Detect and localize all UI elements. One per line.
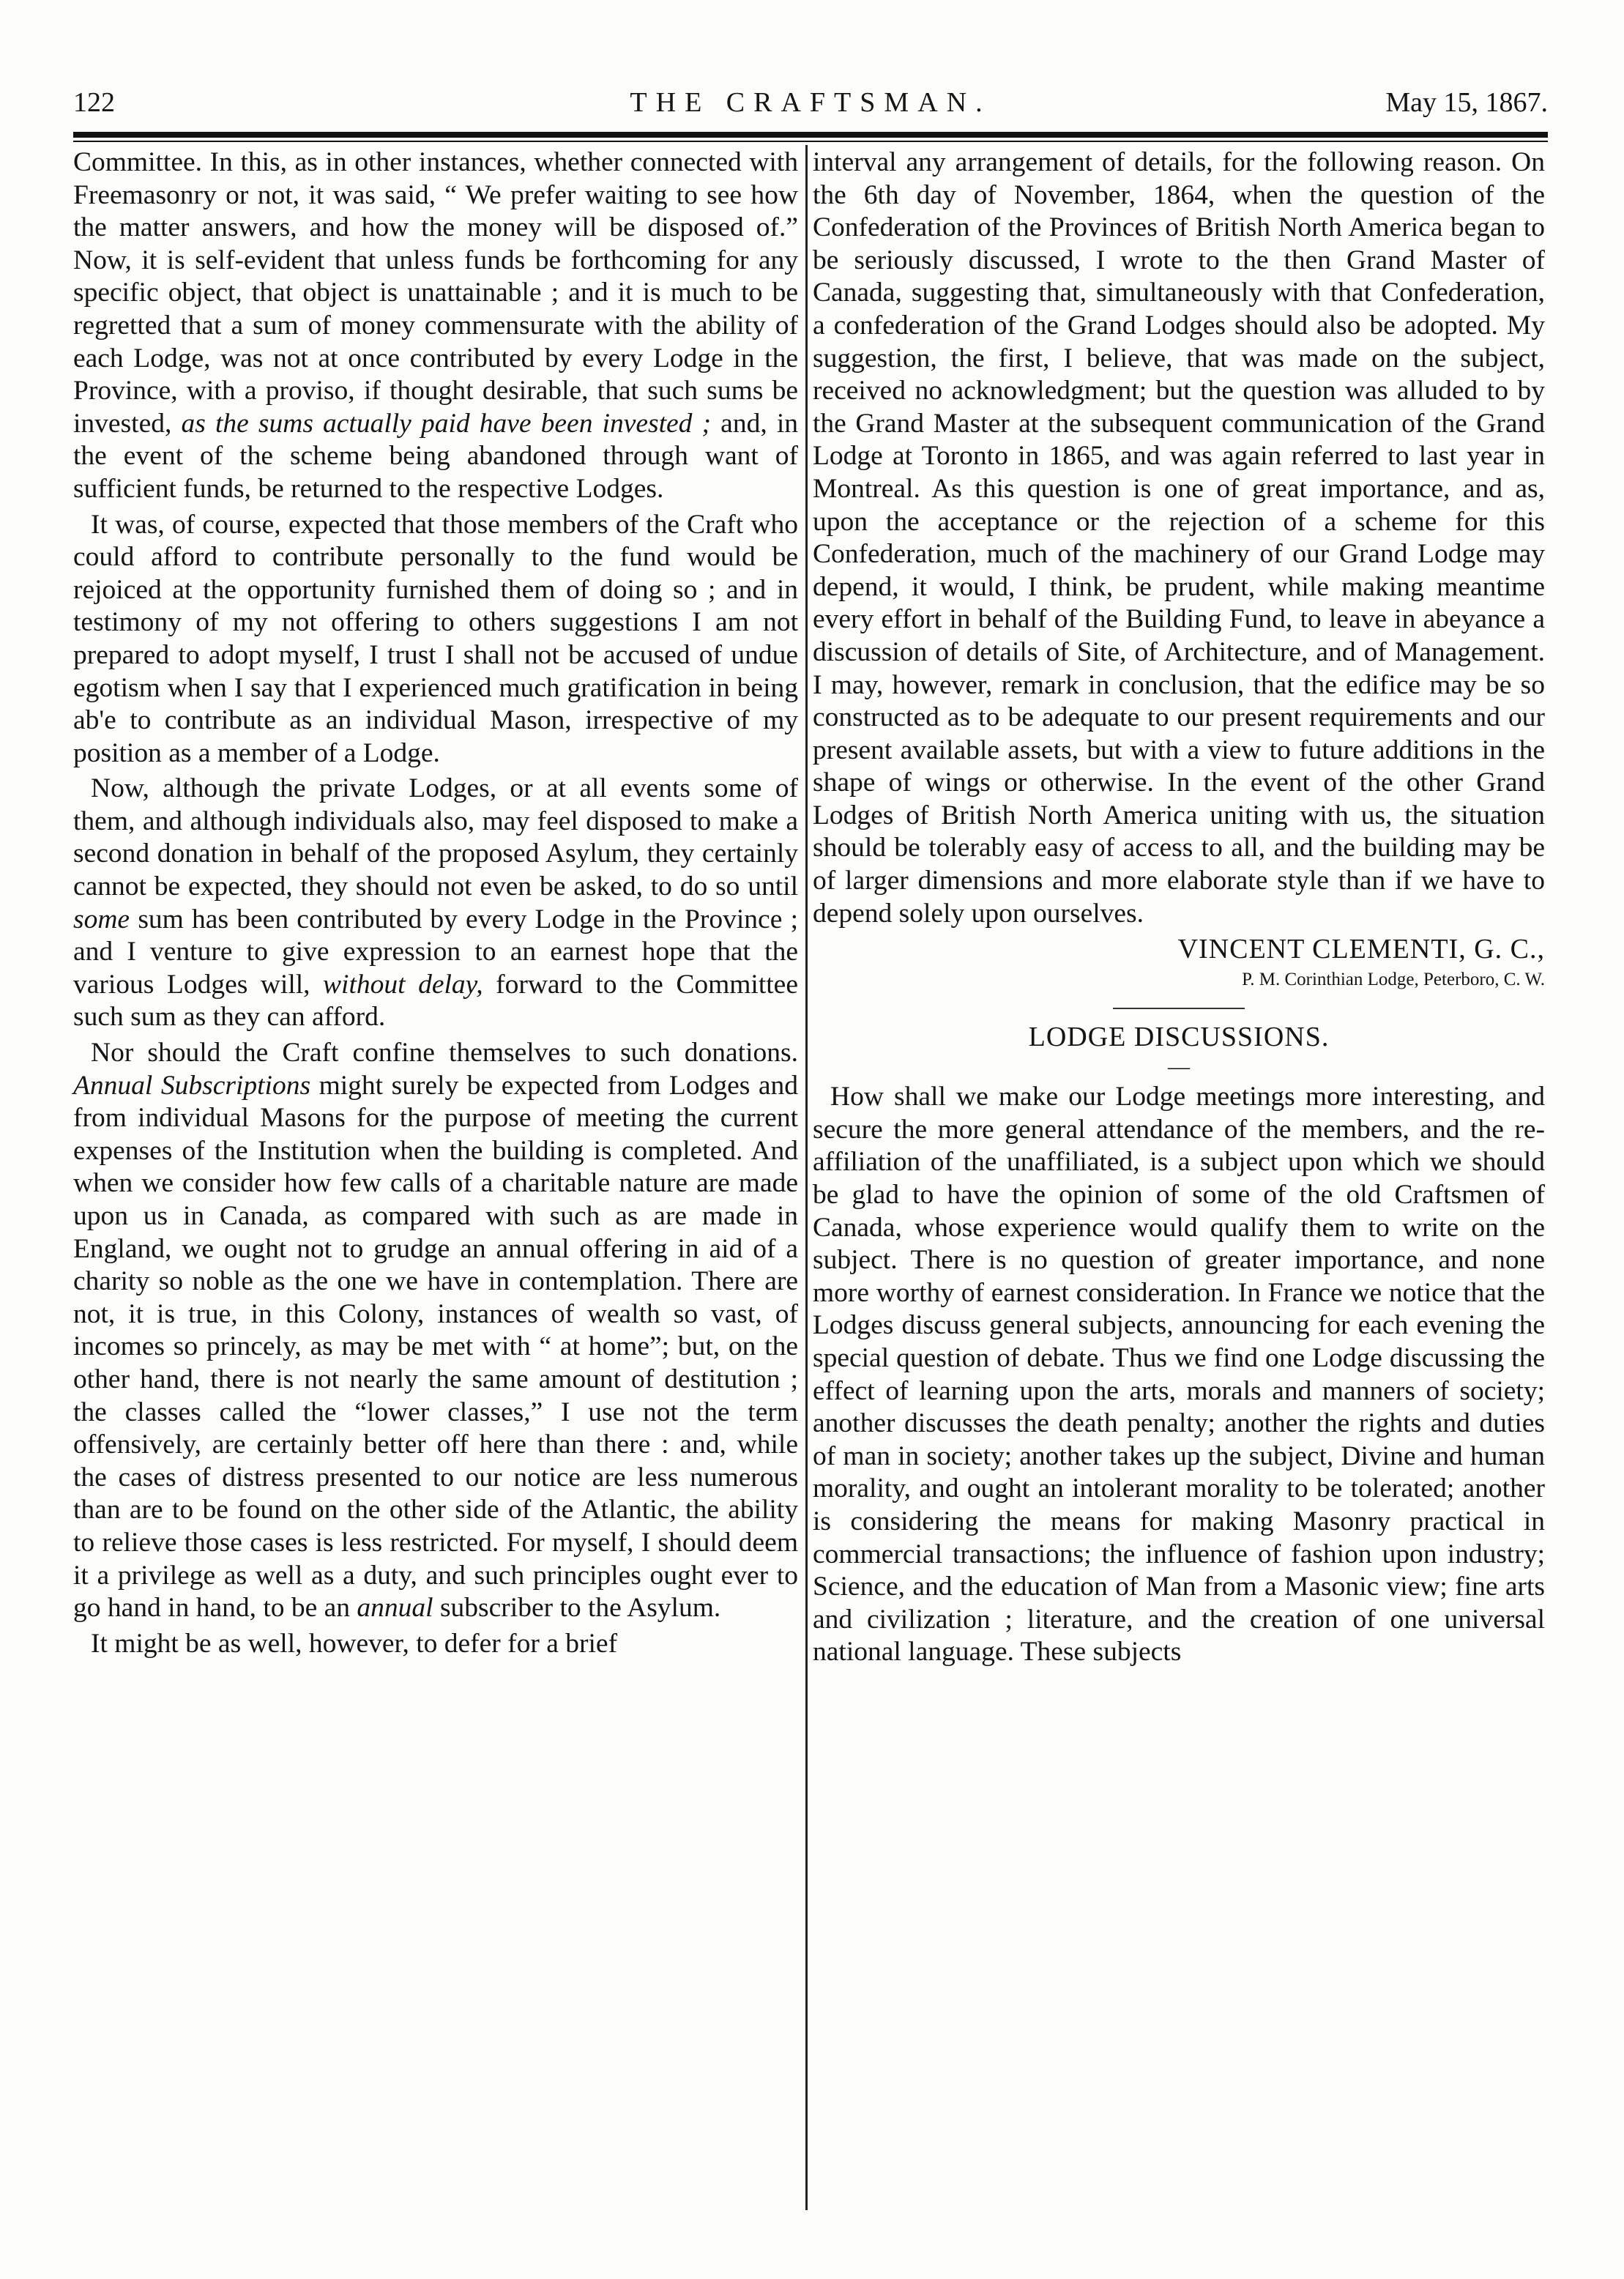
signature-name: VINCENT CLEMENTI, G. C.,: [1177, 934, 1545, 965]
section-heading: LODGE DISCUSSIONS.: [1028, 1022, 1330, 1053]
article-paragraph: interval any arrangement of details, for the following reason. On the 6th day of November, 1864, when the question of the Confederation of the Provinces of British North America began to be seriously discussed, I wrote to the then Grand Master of Canada, suggesting that, simultaneously with that Confederation, a confederation of the Grand Lodges should also be adopted. My suggestion, the first, I believe, that was made on the subject, received no acknowledgment; but the question was alluded to by the Grand Master at the subsequent communication of the Grand Lodge at Toronto in 1865, and was again referred to last year in Montreal. As this question is one of great importance, and as, upon the acceptance or the rejection of a scheme for this Confederation, much of the machinery of our Grand Lodge may depend, it would, I think, be prudent, while making meantime every effort in behalf of the Building Fund, to leave in abeyance a discussion of details of Site, of Architecture, and of Management. I may, however, remark in conclusion, that the edifice may be so constructed as to be adequate to our present requirements and our present available assets, but with a view to future additions in the shape of wings or otherwise. In the event of the other Grand Lodges of British North America uniting with us, the situation should be tolerably easy of access to all, and the building may be of larger dimensions and more elaborate style than if we have to depend solely upon ourselves.: [813, 147, 1545, 929]
article-paragraph: Nor should the Craft confine themselves to such donations. Annual Subscriptions might surely be expected from Lodges and from individual Masons for the purpose of meeting the current expenses of the Institution when the building is completed. And when we consider how few calls of a charitable nature are made upon us in Canada, as compared with such as are made in England, we ought not to grudge an annual offering in aid of a charity so noble as the one we have in contemplation. There are not, it is true, in this Colony, instances of wealth so vast, of incomes so princely, as may be met with “ at home”; but, on the other hand, there is not nearly the same amount of destitution ; the classes called the “lower classes,” I use not the term offensively, are certainly better off here than there : and, while the cases of distress presented to our notice are less numerous than are to be found on the other side of the Atlantic, the ability to relieve those cases is less restricted. For myself, I should deem it a privilege as well as a duty, and such principles ought ever to go hand in hand, to be an annual subscriber to the Asylum.: [73, 1038, 798, 1624]
signature-title: P. M. Corinthian Lodge, Peterboro, C. W.: [1242, 970, 1545, 990]
header-rule-thick: [73, 132, 1548, 138]
journal-title: THE CRAFTSMAN.: [630, 87, 991, 118]
article-paragraph: Now, although the private Lodges, or at all events some of them, and although individuals also, may feel disposed to make a second donation in behalf of the proposed Asylum, they certainly cannot be expected, they should not even be asked, to do so until some sum has been contributed by every Lodge in the Province ; and I venture to give expression to an earnest hope that the various Lodges will, without delay, forward to the Committee such sum as they can afford.: [73, 773, 798, 1033]
article-paragraph: Committee. In this, as in other instances, whether connected with Freemasonry or not, it was said, “ We prefer waiting to see how the matter answers, and how the money will be disposed of.” Now, it is self-evident that unless funds be forthcoming for any specific object, that object is unattainable ; and it is much to be regretted that a sum of money commensurate with the ability of each Lodge, was not at once contributed by every Lodge in the Province, with a proviso, if thought desirable, that such sums be invested, as the sums actually paid have been invested ; and, in the event of the scheme being abandoned through want of sufficient funds, be returned to the respective Lodges.: [73, 147, 798, 504]
article-paragraph: It might be as well, however, to defer for a brief: [91, 1628, 618, 1659]
column-divider: [805, 145, 808, 2210]
page-number: 122: [73, 87, 115, 118]
header-rule-thin: [73, 141, 1548, 142]
page-header: [73, 86, 1548, 130]
article-paragraph: It was, of course, expected that those members of the Craft who could afford to contribute personally to the fund would be rejoiced at the opportunity furnished them of doing so ; and in testimony of my not offering to others suggestions I am not prepared to adopt myself, I trust I shall not be accused of undue egotism when I say that I experienced much gratification in being ab'e to contribute as an individual Mason, irrespective of my position as a member of a Lodge.: [73, 509, 798, 768]
article-paragraph: How shall we make our Lodge meetings more interesting, and secure the more general attendance of the members, and the re-affiliation of the unaffiliated, is a subject upon which we should be glad to have the opinion of some of the old Craftsmen of Canada, whose experience would qualify them to write on the subject. There is no question of greater importance, and none more worthy of earnest consideration. In France we notice that the Lodges discuss general subjects, announcing for each evening the special question of debate. Thus we find one Lodge discussing the effect of learning upon the arts, morals and manners of society; another discusses the death penalty; another the rights and duties of man in society; another takes up the subject, Divine and human morality, and ought an intolerant morality to be tolerated; another is considering the means for making Masonry practical in commercial transactions; the influence of fashion upon industry; Science, and the education of Man from a Masonic view; fine arts and civilization ; literature, and the creation of one universal national language. These subjects: [813, 1082, 1545, 1668]
section-rule: [1113, 1008, 1245, 1009]
left-column: [73, 146, 798, 1660]
right-column: [813, 146, 1545, 1669]
issue-date: May 15, 1867.: [1385, 87, 1548, 118]
section-dash: —: [1168, 1055, 1190, 1079]
